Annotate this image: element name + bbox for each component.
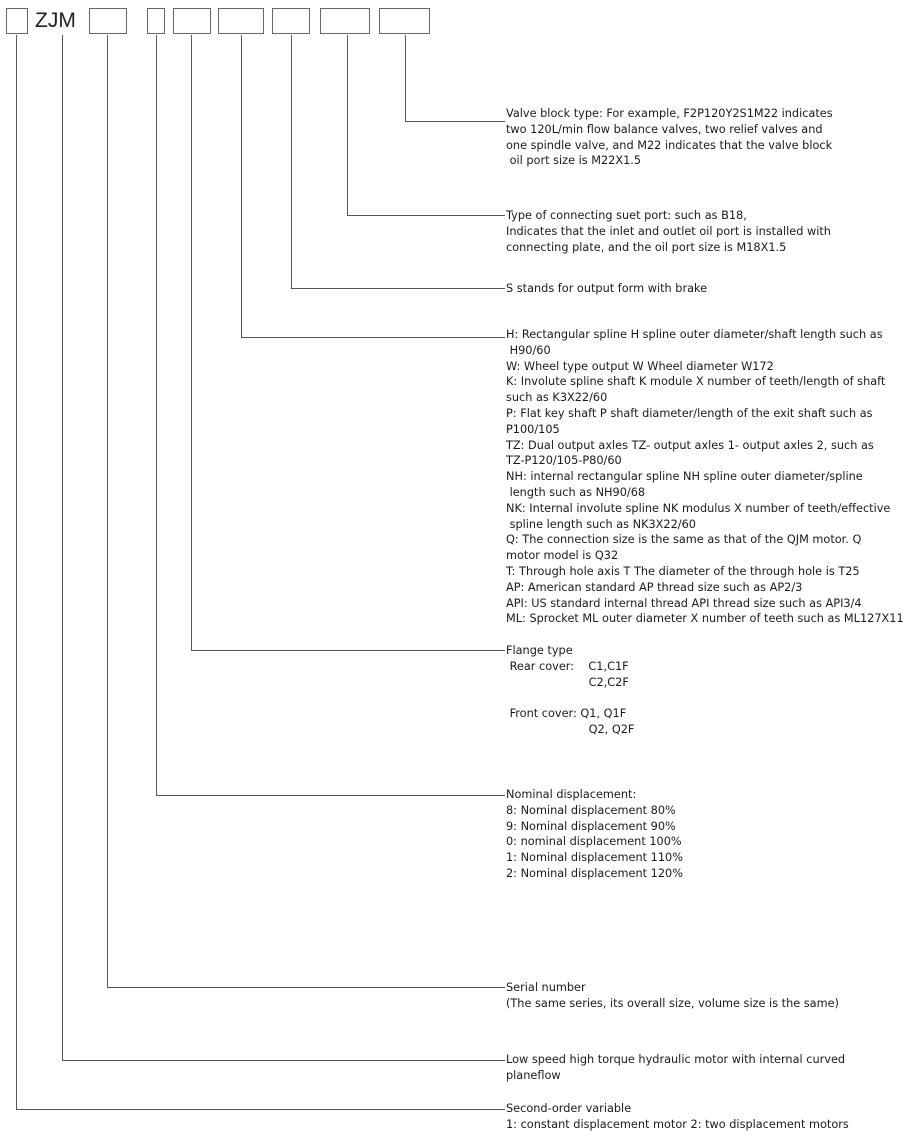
desc-flange	[506, 643, 634, 738]
desc-line: TZ-P120/105-P80/60	[506, 454, 622, 468]
desc-line: such as K3X22/60	[506, 391, 608, 405]
desc-brake	[506, 281, 707, 297]
leader-displacement	[157, 35, 506, 796]
model-prefix: ZJM	[35, 9, 76, 32]
desc-line: Q2, Q2F	[506, 722, 635, 736]
desc-line: (The same series, its overall size, volume size is the same)	[506, 996, 839, 1010]
desc-line: Nominal displacement:	[506, 788, 637, 801]
desc-line: connecting plate, and the oil port size is M18X1.5	[506, 240, 787, 254]
desc-line: P: Flat key shaft P shaft diameter/length of the exit shaft such as	[506, 406, 873, 420]
leader-connecting-port	[348, 35, 506, 216]
desc-line: Low speed high torque hydraulic motor with internal curved	[506, 1053, 846, 1066]
desc-line: Front cover: Q1, Q1F	[506, 707, 627, 721]
desc-line: oil port size is M22X1.5	[506, 154, 642, 168]
desc-line: AP: American standard AP thread size such as AP2/3	[506, 580, 803, 594]
desc-valve-block	[506, 106, 833, 169]
desc-line: API: US standard internal thread API thread size such as API3/4	[506, 596, 862, 610]
leader-variable	[17, 35, 506, 1110]
desc-line: length such as NH90/68	[506, 485, 646, 499]
desc-line: motor model is Q32	[506, 549, 619, 563]
desc-line: 8: Nominal displacement 80%	[506, 803, 676, 817]
desc-line: C2,C2F	[506, 675, 629, 689]
leader-brake	[292, 35, 506, 289]
desc-line: K: Involute spline shaft K module X number of teeth/length of shaft	[506, 375, 886, 389]
desc-line: T: Through hole axis T The diameter of the through hole is T25	[506, 564, 860, 578]
desc-line: two 120L/min flow balance valves, two relief valves and	[506, 122, 823, 136]
leader-flange	[192, 35, 506, 651]
desc-line: NK: Internal involute spline NK modulus X number of teeth/effective	[506, 501, 891, 515]
desc-line: Rear cover: C1,C1F	[506, 659, 629, 673]
desc-line: Flange type	[506, 644, 573, 657]
desc-line: 1: constant displacement motor 2: two displacement motors	[506, 1117, 849, 1131]
desc-serial	[506, 980, 839, 1012]
desc-line: W: Wheel type output W Wheel diameter W172	[506, 359, 774, 373]
desc-line: Valve block type: For example, F2P120Y2S1M22 indicates	[506, 107, 833, 120]
desc-output-shaft	[506, 327, 904, 627]
desc-line: H: Rectangular spline H spline outer diameter/shaft length such as	[506, 328, 883, 341]
desc-line: one spindle valve, and M22 indicates that the valve block	[506, 138, 833, 152]
desc-line: Q: The connection size is the same as that of the QJM motor. Q	[506, 533, 862, 547]
desc-line: P100/105	[506, 422, 560, 436]
desc-line: planeflow	[506, 1068, 561, 1082]
desc-line: 0: nominal displacement 100%	[506, 835, 682, 849]
desc-line: NH: internal rectangular spline NH spline outer diameter/spline	[506, 470, 863, 484]
desc-line	[506, 690, 634, 706]
desc-motor	[506, 1052, 845, 1084]
desc-connecting-port	[506, 208, 831, 255]
desc-displacement	[506, 787, 683, 882]
desc-line: 9: Nominal displacement 90%	[506, 819, 676, 833]
desc-line: spline length such as NK3X22/60	[506, 517, 696, 531]
desc-line: 1: Nominal displacement 110%	[506, 851, 683, 865]
desc-line: Serial number	[506, 981, 586, 994]
desc-line: Type of connecting suet port: such as B18,	[506, 209, 747, 222]
desc-line: H90/60	[506, 343, 551, 357]
desc-line: Second-order variable	[506, 1102, 632, 1115]
leader-output-shaft	[242, 35, 506, 338]
desc-line: S stands for output form with brake	[506, 282, 708, 295]
desc-variable	[506, 1101, 849, 1133]
desc-line: Indicates that the inlet and outlet oil port is installed with	[506, 224, 831, 238]
leader-motor	[63, 35, 506, 1061]
leader-valve-block	[406, 35, 506, 122]
desc-line: TZ: Dual output axles TZ- output axles 1- output axles 2, such as	[506, 438, 874, 452]
desc-line: ML: Sprocket ML outer diameter X number of teeth such as ML127X11	[506, 612, 904, 626]
desc-line: 2: Nominal displacement 120%	[506, 866, 683, 880]
leader-serial	[108, 35, 506, 988]
